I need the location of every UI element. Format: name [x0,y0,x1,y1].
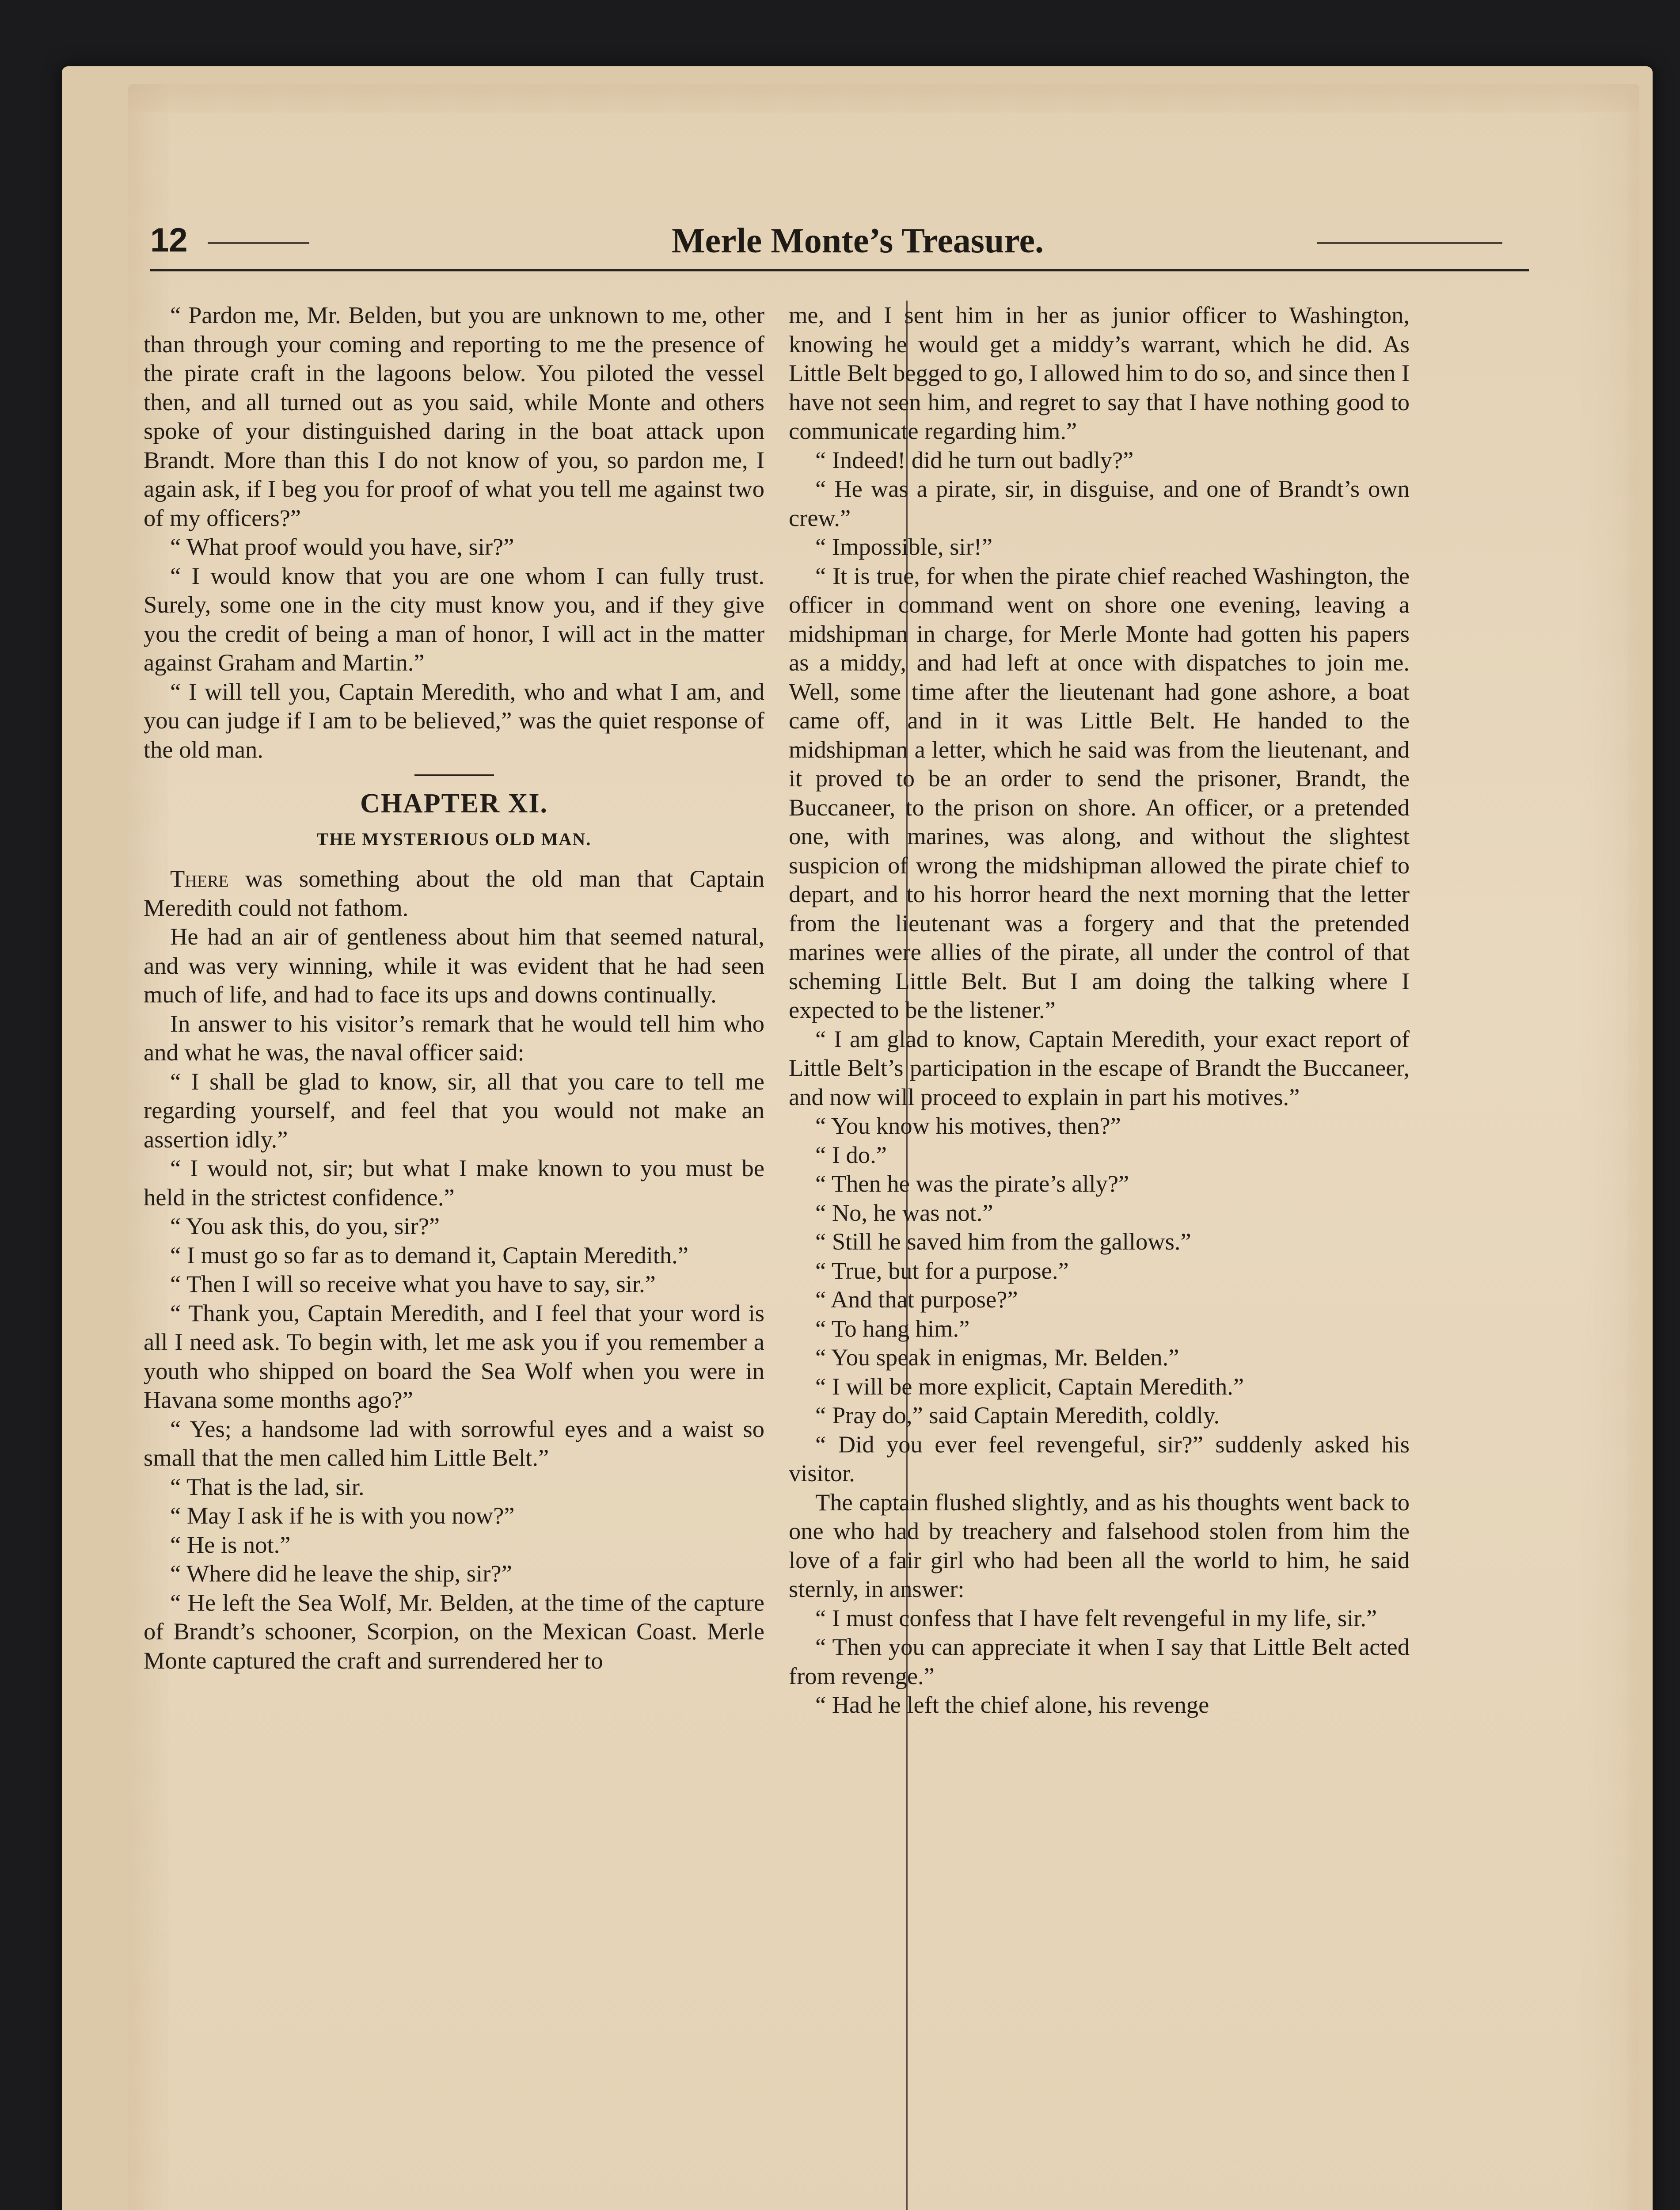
paragraph: “ I am glad to know, Captain Meredith, your exact report of Little Belt’s participation in the escape of Brandt the Buccaneer, and now will proceed to explain in part his motives.” [789,1025,1410,1110]
paragraph: “ Yes; a handsome lad with sorrowful eyes and a waist so small that the men called him Little Belt.” [144,1415,764,1471]
chapter-first-word: There [170,865,229,892]
paragraph: “ Did you ever feel revengeful, sir?” suddenly asked his visitor. [789,1430,1410,1486]
paragraph: “ I shall be glad to know, sir, all that you care to tell me regarding yourself, and feel that you would not make an assertion idly.” [144,1067,764,1153]
paragraph: “ I do.” [815,1141,887,1168]
paragraph: “ Pardon me, Mr. Belden, but you are unknown to me, other than through your coming and reporting to me the presence of the pirate craft in the lagoons below. You piloted the vessel then, and all turned out as you said, while Monte and others spoke of your distinguished daring in the boat attack upon Brandt. More than this I do not know of you, so pardon me, I again ask, if I beg you for proof of what you tell me against two of my officers?” [144,301,764,531]
running-title: Merle Monte’s Treasure. [672,221,1044,260]
chapter-title: CHAPTER XI. [360,789,548,819]
left-column [144,301,764,2210]
paragraph: “ What proof would you have, sir?” [170,533,514,560]
chapter-opening-paragraph [144,864,764,922]
paragraph: “ It is true, for when the pirate chief reached Washington, the officer in command went on shore one evening, leaving a midshipman in charge, for Merle Monte had gotten his papers as a middy, and had left at once with dispatches to join me. Well, some time after the lieutenant had gone ashore, a boat came off, and in it was Little Belt. He handed to the midshipman a letter, which he said was from the lieutenant, and it proved to be an order to send the prisoner, Brandt, the Buccaneer, to the prison on shore. An officer, or a pretended one, with marines, was along, and without the slightest suspicion of wrong the midshipman allowed the pirate chief to depart, and to his horror heard the next morning that the letter from the lieutenant was a forgery and that the pretended marines were allies of the pirate, all under the control of that scheming Little Belt. But I am doing the talking where I expected to be the listener.” [789,562,1410,1023]
paragraph: “ I will tell you, Captain Meredith, who and what I am, and you can judge if I am to be believed,” was the quiet response of the old man. [144,678,764,763]
paragraph: “ To hang him.” [815,1315,970,1342]
header-rule [150,269,1529,271]
paragraph: The captain flushed slightly, and as his thoughts went back to one who had by treachery and falsehood stolen from him the love of a fair girl who had been all the world to him, he said sternly, in answer: [789,1488,1410,1602]
paragraph: “ I must go so far as to demand it, Captain Meredith.” [170,1241,688,1269]
paragraph: “ I will be more explicit, Captain Meredith.” [815,1372,1244,1400]
paragraph: “ Had he left the chief alone, his revenge [815,1691,1209,1718]
paragraph: “ Indeed! did he turn out badly?” [815,446,1134,473]
paragraph: “ Still he saved him from the gallows.” [815,1228,1191,1255]
right-column [789,301,1410,2210]
paragraph: “ Thank you, Captain Meredith, and I feel that your word is all I need ask. To begin with, let me ask you if you remember a youth who shipped on board the Sea Wolf when you were in Havana some months ago?” [144,1299,764,1413]
header-flourish-right [1317,242,1502,244]
paragraph: “ Pray do,” said Captain Meredith, coldly. [815,1402,1220,1429]
paragraph: “ You speak in enigmas, Mr. Belden.” [815,1344,1179,1371]
paragraph: “ Then he was the pirate’s ally?” [815,1170,1129,1197]
chapter-subtitle: THE MYSTERIOUS OLD MAN. [316,829,592,849]
header-flourish-left [208,242,309,244]
paragraph: “ You ask this, do you, sir?” [170,1212,440,1239]
chapter-separator [414,774,494,776]
paragraph: “ I must confess that I have felt revengeful in my life, sir.” [815,1604,1377,1631]
paragraph: “ May I ask if he is with you now?” [170,1502,515,1529]
page-header [150,217,1529,283]
paragraph: “ No, he was not.” [815,1199,993,1226]
paragraph: “ I would not, sir; but what I make known to you must be held in the strictest confidence.” [144,1155,764,1211]
paragraph: “ That is the lad, sir. [170,1473,365,1500]
paragraph: “ Where did he leave the ship, sir?” [170,1560,512,1587]
paragraph: “ Then you can appreciate it when I say that Little Belt acted from revenge.” [789,1633,1410,1689]
paragraph: “ He was a pirate, sir, in disguise, and one of Brandt’s own crew.” [789,475,1410,531]
paragraph: “ Impossible, sir!” [815,533,993,560]
paragraph: “ True, but for a purpose.” [815,1257,1069,1284]
chapter-opening-text: was something about the old man that Captain Meredith could not fathom. [144,865,764,921]
paragraph-continued: me, and I sent him in her as junior officer to Washington, knowing he would get a middy’s warrant, which he did. As Little Belt begged to go, I allowed him to do so, and since then I have not seen him, and regret to say that I have nothing good to communicate regarding him.” [789,301,1410,444]
page-number: 12 [150,221,188,259]
paragraph: “ I would know that you are one whom I can fully trust. Surely, some one in the city must know you, and if they give you the credit of being a man of honor, I will act in the matter against Graham and Martin.” [144,562,764,676]
paragraph: He had an air of gentleness about him that seemed natural, and was very winning, while it was evident that he had seen much of life, and had to face its ups and downs continually. [144,923,764,1008]
paragraph: In answer to his visitor’s remark that he would tell him who and what he was, the naval officer said: [144,1010,764,1066]
paragraph: “ You know his motives, then?” [815,1112,1121,1139]
paragraph: “ Then I will so receive what you have to say, sir.” [170,1270,656,1297]
paragraph: “ He left the Sea Wolf, Mr. Belden, at the time of the capture of Brandt’s schooner, Scorpion, on the Mexican Coast. Merle Monte captured the craft and surrendered her to [144,1589,764,1674]
paragraph: “ And that purpose?” [815,1286,1018,1313]
paragraph: “ He is not.” [170,1531,291,1558]
